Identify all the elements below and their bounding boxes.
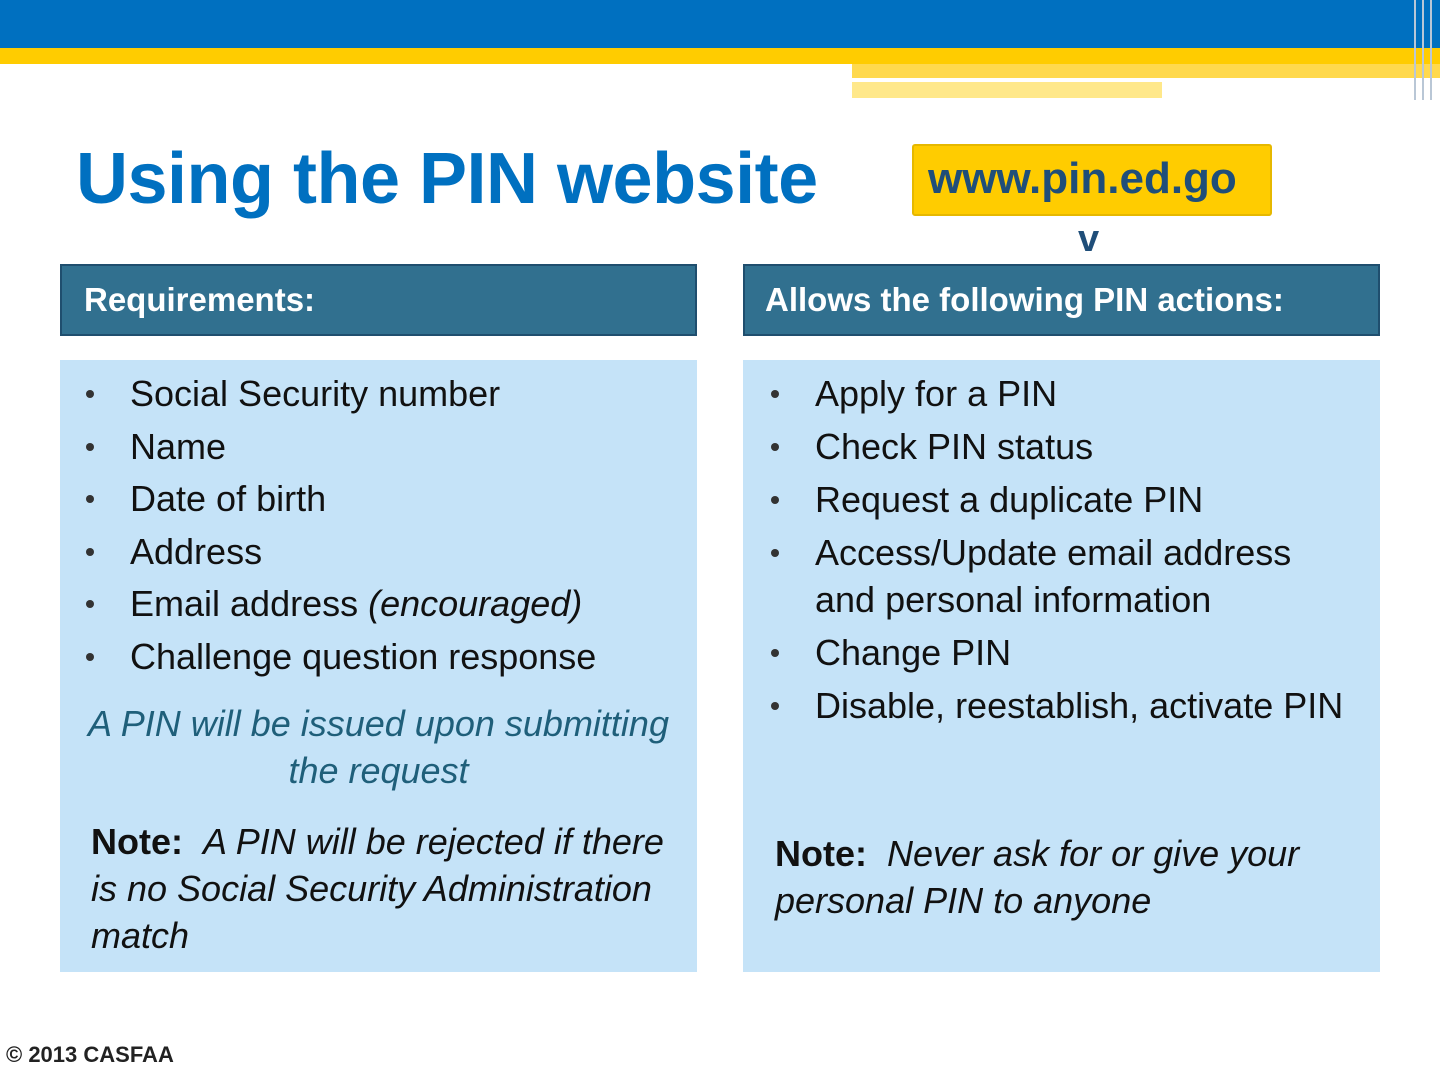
pale-yellow-accent-band <box>852 82 1162 98</box>
list-item <box>130 423 596 476</box>
list-item-emphasis: (encouraged) <box>368 583 583 624</box>
slide-title: Using the PIN website <box>76 139 818 219</box>
bullet-icon <box>771 649 779 657</box>
website-url: www.pin.ed.go <box>928 154 1237 203</box>
requirements-panel <box>60 360 697 972</box>
bullet-icon <box>86 653 94 661</box>
list-item-text: Date of birth <box>130 478 327 519</box>
bullet-icon <box>86 390 94 398</box>
bullet-icon <box>86 495 94 503</box>
corner-decoration <box>1408 0 1440 100</box>
list-item <box>130 475 596 528</box>
website-url-wrap: v <box>1078 218 1100 260</box>
list-item-text: Apply for a PIN <box>815 373 1058 414</box>
list-item <box>130 633 596 686</box>
bullet-icon <box>771 549 779 557</box>
bullet-icon <box>771 390 779 398</box>
list-item <box>130 528 596 581</box>
list-item <box>815 529 1355 623</box>
top-blue-band <box>0 0 1440 48</box>
list-item <box>815 370 1355 417</box>
note-text: A PIN will be rejected if there is no Social Security Administration match <box>91 821 664 956</box>
actions-panel <box>743 360 1380 972</box>
list-item <box>130 580 596 633</box>
note-label: Note: <box>91 821 183 862</box>
note-text: Never ask for or give your personal PIN to anyone <box>775 833 1300 921</box>
copyright-footer: © 2013 CASFAA <box>6 1042 174 1067</box>
list-item-text: Challenge question response <box>130 635 597 677</box>
list-item-text: Check PIN status <box>815 426 1094 467</box>
actions-header <box>743 264 1380 336</box>
list-item <box>130 370 596 423</box>
requirements-header-label: Requirements: <box>84 281 316 318</box>
list-item <box>815 629 1355 676</box>
bullet-icon <box>771 702 779 710</box>
bullet-icon <box>86 600 94 608</box>
list-item-text: Access/Update email address and personal information <box>815 532 1292 620</box>
requirements-header <box>60 264 697 336</box>
requirements-list <box>130 370 596 685</box>
list-item-text: Address <box>130 530 263 572</box>
bullet-icon <box>771 443 779 451</box>
issued-note: A PIN will be issued upon submitting the request <box>88 703 669 791</box>
actions-list <box>815 370 1355 735</box>
list-item-text: Change PIN <box>815 632 1012 673</box>
bullet-icon <box>771 496 779 504</box>
bullet-icon <box>86 443 94 451</box>
requirements-note <box>91 818 671 959</box>
list-item <box>815 682 1355 729</box>
list-item-text: Social Security number <box>130 373 501 414</box>
actions-header-label: Allows the following PIN actions: <box>765 281 1284 318</box>
accent-divider <box>852 78 1334 81</box>
list-item <box>815 423 1355 470</box>
list-item-text: Disable, reestablish, activate PIN <box>815 685 1344 726</box>
list-item-text: Email address <box>130 583 369 624</box>
note-label: Note: <box>775 833 867 874</box>
yellow-accent-band <box>852 64 1440 78</box>
bullet-icon <box>86 548 94 556</box>
top-yellow-band <box>0 48 1440 64</box>
actions-note <box>775 830 1365 924</box>
list-item-text: Name <box>130 425 227 467</box>
list-item-text: Request a duplicate PIN <box>815 479 1204 520</box>
list-item <box>815 476 1355 523</box>
